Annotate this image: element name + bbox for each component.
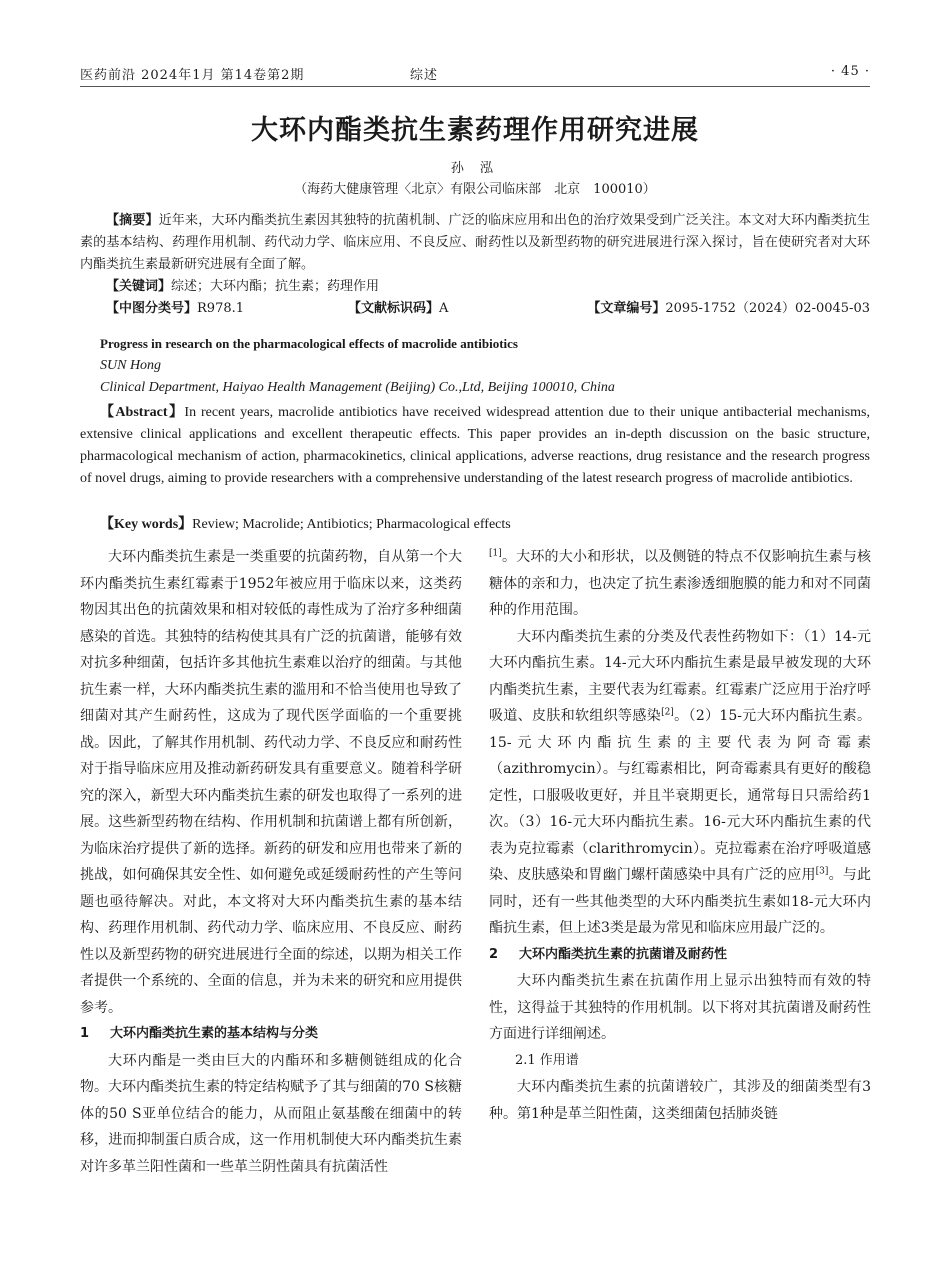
s1-p1-text: 大环内酯是一类由巨大的内酯环和多糖侧链组成的化合物。大环内酯类抗生素的特定结构赋予了其与细菌的70 S核糖体的50 S亚单位结合的能力，从而阻止氨基酸在细菌中的转移，进而抑制蛋白质合成，这一作用机制使大环内酯类抗生素对许多革兰阳性菌和一些革兰阴性菌具有抗菌活性 bbox=[80, 1052, 462, 1175]
citation-1: [1] bbox=[489, 548, 502, 559]
journal-info: 医药前沿 2024年1月 第14卷第2期 bbox=[80, 68, 305, 83]
english-abstract-label: 【Abstract】 bbox=[100, 405, 185, 420]
s1-p2-a: 大环内酯类抗生素的分类及代表性药物如下：（1）14-元大环内酯抗生素。14-元大环内酯抗生素是最早被发现的大环内酯类抗生素，主要代表为红霉素。红霉素广泛应用于治疗呼吸道、皮肤和软组织等感染 bbox=[489, 628, 871, 724]
article-value: 2095-1752（2024）02-0045-03 bbox=[665, 301, 870, 316]
page-number: · 45 · bbox=[830, 64, 870, 79]
english-abstract bbox=[80, 402, 870, 490]
keywords-cn bbox=[80, 276, 870, 298]
english-keywords-label: 【Key words】 bbox=[100, 517, 193, 532]
english-keywords bbox=[100, 513, 511, 533]
abstract-cn-label: 【摘要】 bbox=[106, 213, 159, 228]
intro-paragraph: 大环内酯类抗生素是一类重要的抗菌药物，自从第一个大环内酯类抗生素红霉素于1952年被应用于临床以来，这类药物因其出色的抗菌效果和相对较低的毒性成为了治疗多种细菌感染的首选。其独特的结构使其具有广泛的抗菌谱，能够有效对抗多种细菌，包括许多其他抗生素难以治疗的细菌。与其他抗生素一样，大环内酯类抗生素的滥用和不恰当使用也导致了细菌对其产生耐药性，这成为了现代医学面临的一个重要挑战。因此，了解其作用机制、药代动力学、不良反应和耐药性对于指导临床应用及推动新药研发具有重要意义。随着科学研究的深入，新型大环内酯类抗生素的研发也取得了一系列的进展。这些新型药物在结构、作用机制和抗菌谱上都有所创新，为临床治疗提供了新的选择。新药的研发和应用也带来了新的挑战，如何确保其安全性、如何避免或延缓耐药性的产生等问题也亟待解决。对此，本文将对大环内酯类抗生素的基本结构、药理作用机制、药代动力学、临床应用、不良反应、耐药性以及新型药物的研究进展进行全面的综述，以期为相关工作者提供一个系统的、全面的信息，并为未来的研究和应用提供参考。 bbox=[80, 549, 462, 1016]
section-2-number: 2 bbox=[489, 946, 499, 962]
s1-p2-b: 。（2）15-元大环内酯抗生素。15-元大环内酯抗生素的主要代表为阿奇霉素（azithromycin）。与红霉素相比，阿奇霉素具有更好的酸稳定性，口服吸收更好，并且半衰期更长，通常每日只需给药1次。（3）16-元大环内酯抗生素。16-元大环内酯抗生素的代表为克拉霉素（clarithromycin）。克拉霉素在治疗呼吸道感染、皮肤感染和胃幽门螺杆菌感染中具有广泛的应用 bbox=[489, 708, 872, 883]
running-header bbox=[80, 64, 870, 87]
section-2-title: 大环内酯类抗生素的抗菌谱及耐药性 bbox=[519, 946, 728, 962]
doc-value: A bbox=[439, 301, 449, 316]
subsection-2-1-paragraph: 大环内酯类抗生素的抗菌谱较广，其涉及的细菌类型有3种。第1种是革兰阳性菌，这类细菌包括肺炎链 bbox=[489, 1079, 871, 1122]
english-abstract-text: In recent years, macrolide antibiotics have received widespread attention due to their unique antibacterial mechanisms, extensive clinical applications and excellent therapeutic effects. This paper provides an in-depth discussion on the basic structure, pharmacological mechanism of action, pharmacokinetics, clinical applications, adverse reactions, drug resistance and the research progress of novel drugs, aiming to provide researchers with a comprehensive understanding of the latest research progress of macrolide antibiotics. bbox=[80, 405, 870, 486]
section-1-title: 大环内酯类抗生素的基本结构与分类 bbox=[110, 1026, 319, 1041]
section-1-paragraph-2 bbox=[489, 624, 871, 942]
citation-2: [2] bbox=[661, 707, 674, 718]
clc-number bbox=[106, 298, 244, 320]
doc-label: 【文献标识码】 bbox=[348, 301, 440, 316]
section-1-paragraph-1-cont bbox=[489, 544, 871, 624]
keywords-cn-label: 【关键词】 bbox=[106, 279, 172, 294]
s1-p2-c: 。与此同时，还有一些其他类型的大环内酯类抗生素如18-元大环内酯抗生素，但上述3类是最为常见和临床应用最广泛的。 bbox=[489, 867, 872, 936]
section-2-paragraph-1: 大环内酯类抗生素在抗菌作用上显示出独特而有效的特性，这得益于其独特的作用机制。以下将对其抗菌谱及耐药性方面进行详细阐述。 bbox=[489, 973, 871, 1042]
english-title: Progress in research on the pharmacological effects of macrolide antibiotics bbox=[100, 336, 518, 351]
body-column-right bbox=[489, 544, 871, 1127]
article-number bbox=[587, 298, 870, 320]
author-affiliation: （海药大健康管理〈北京〉有限公司临床部 北京 100010） bbox=[294, 182, 656, 197]
paper-title: 大环内酯类抗生素药理作用研究进展 bbox=[251, 115, 699, 146]
article-label: 【文章编号】 bbox=[587, 301, 666, 316]
clc-value: R978.1 bbox=[197, 301, 245, 316]
classification-row bbox=[80, 298, 870, 320]
clc-label: 【中图分类号】 bbox=[106, 301, 198, 316]
section-1-number: 1 bbox=[80, 1026, 90, 1041]
body-column-left bbox=[80, 544, 462, 1180]
subsection-2-1-heading: 2.1 作用谱 bbox=[515, 1052, 579, 1068]
english-affiliation: Clinical Department, Haiyao Health Management (Beijing) Co.,Ltd, Beijing 100010, China bbox=[100, 380, 615, 395]
section-1-paragraph-1 bbox=[80, 1048, 462, 1181]
english-author: SUN Hong bbox=[100, 358, 162, 373]
section-1-heading bbox=[80, 1021, 462, 1048]
english-keywords-text: Review; Macrolide; Antibiotics; Pharmacological effects bbox=[192, 517, 511, 532]
abstract-cn-text: 近年来，大环内酯类抗生素因其独特的抗菌机制、广泛的临床应用和出色的治疗效果受到广泛关注。本文对大环内酯类抗生素的基本结构、药理作用机制、药代动力学、临床应用、不良反应、耐药性以及新型药物的研究进展进行深入探讨，旨在使研究者对大环内酯类抗生素最新研究进展有全面了解。 bbox=[80, 213, 870, 272]
citation-3: [3] bbox=[815, 866, 829, 877]
abstract-cn bbox=[80, 210, 870, 276]
s1-p1-tail: 。大环的大小和形状，以及侧链的特点不仅影响抗生素与核糖体的亲和力，也决定了抗生素渗透细胞膜的能力和对不同菌种的作用范围。 bbox=[489, 549, 871, 618]
section-2-heading bbox=[489, 942, 871, 969]
author-name: 孙 泓 bbox=[450, 161, 500, 176]
document-code bbox=[348, 298, 448, 320]
section-label: 综述 bbox=[410, 68, 439, 83]
keywords-cn-text: 综述；大环内酯；抗生素；药理作用 bbox=[171, 279, 380, 294]
